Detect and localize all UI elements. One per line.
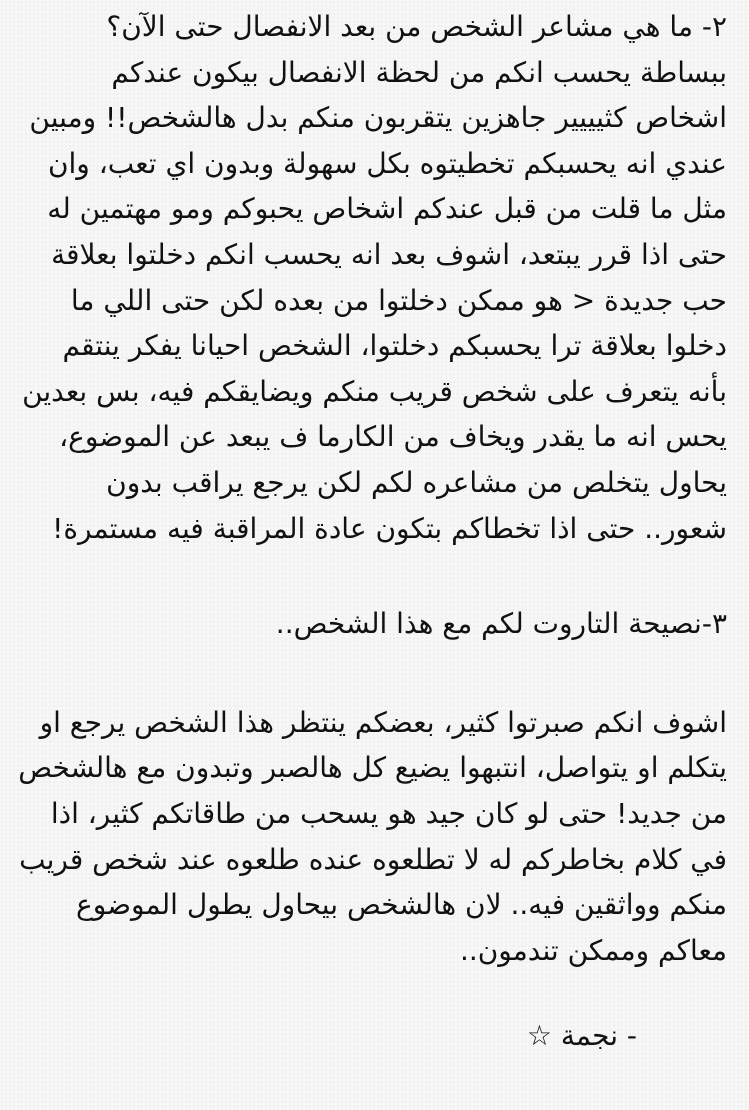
- spacer: [18, 973, 727, 1013]
- spacer: [18, 551, 727, 601]
- paragraph-feelings-after-breakup: ٢- ما هي مشاعر الشخص من بعد الانفصال حتى الآن؟ ببساطة يحسب انكم من لحظة الانفصال بيكون عندكم اشخاص كثيييير جاهزين يتقربون منكم بدل هالشخص!! ومبين عندي انه يحسبكم تخطيتوه بكل سهولة وبدون اي تعب، وان مثل ما قلت من قبل عندكم اشخاص يحبوكم ومو مهتمين له حتى اذا قرر يبتعد، اشوف بعد انه يحسب انكم دخلتوا بعلاقة حب جديدة < هو ممكن دخلتوا من بعده لكن حتى اللي ما دخلوا بعلاقة ترا يحسبكم دخلتوا، الشخص احيانا يفكر ينتقم بأنه يتعرف على شخص قريب منكم ويضايقكم فيه، بس بعدين يحس انه ما يقدر ويخاف من الكارما ف يبعد عن الموضوع، يحاول يتخلص من مشاعره لكم لكن يرجع يراقب بدون شعور.. حتى اذا تخطاكم بتكون عادة المراقبة فيه مستمرة!: [22, 10, 727, 545]
- paragraph-tarot-advice-body: اشوف انكم صبرتوا كثير، بعضكم ينتظر هذا الشخص يرجع او يتكلم او يتواصل، انتبهوا يضيع كل هالصبر وتبدون مع هالشخص من جديد! حتى لو كان جيد هو يسحب من طاقاتكم كثير، اذا في كلام بخاطركم له لا تطلعوه عنده طلعوه عند شخص قريب منكم وواثقين فيه.. لان هالشخص بيحاول يطول الموضوع معاكم وممكن تندمون..: [18, 705, 727, 967]
- signature: - نجمة ☆: [526, 1019, 637, 1053]
- paragraph-tarot-advice-heading: ٣-نصيحة التاروت لكم مع هذا الشخص..: [275, 607, 727, 641]
- spacer: [18, 647, 727, 700]
